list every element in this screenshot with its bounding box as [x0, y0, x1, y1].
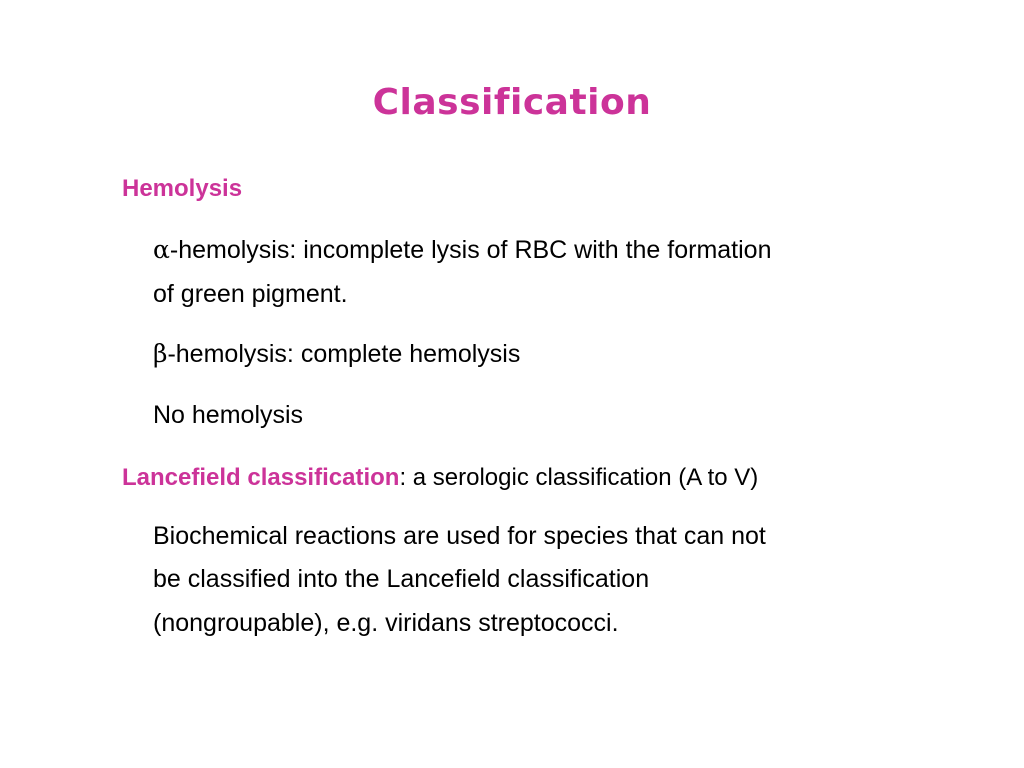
lancefield-line [122, 464, 758, 492]
alpha-hemolysis-line-1 [153, 237, 772, 263]
alpha-hemolysis-text: -hemolysis: incomplete lysis of RBC with the formation [169, 236, 772, 264]
alpha-hemolysis-line-2: of green pigment. [153, 280, 348, 308]
alpha-symbol: α [153, 235, 170, 264]
biochem-line-3: (nongroupable), e.g. viridans streptococci. [153, 609, 619, 637]
lancefield-heading: Lancefield classification [122, 464, 400, 491]
lancefield-description: : a serologic classification (A to V) [399, 464, 759, 491]
beta-hemolysis-line [153, 341, 520, 367]
biochem-line-1: Biochemical reactions are used for species that can not [153, 522, 766, 550]
beta-hemolysis-text: -hemolysis: complete hemolysis [167, 340, 521, 368]
no-hemolysis-line: No hemolysis [153, 401, 304, 429]
hemolysis-heading: Hemolysis [122, 175, 243, 202]
beta-symbol: β [153, 339, 168, 368]
slide-title: Classification [372, 82, 652, 123]
biochem-line-2: be classified into the Lancefield classification [153, 565, 650, 593]
